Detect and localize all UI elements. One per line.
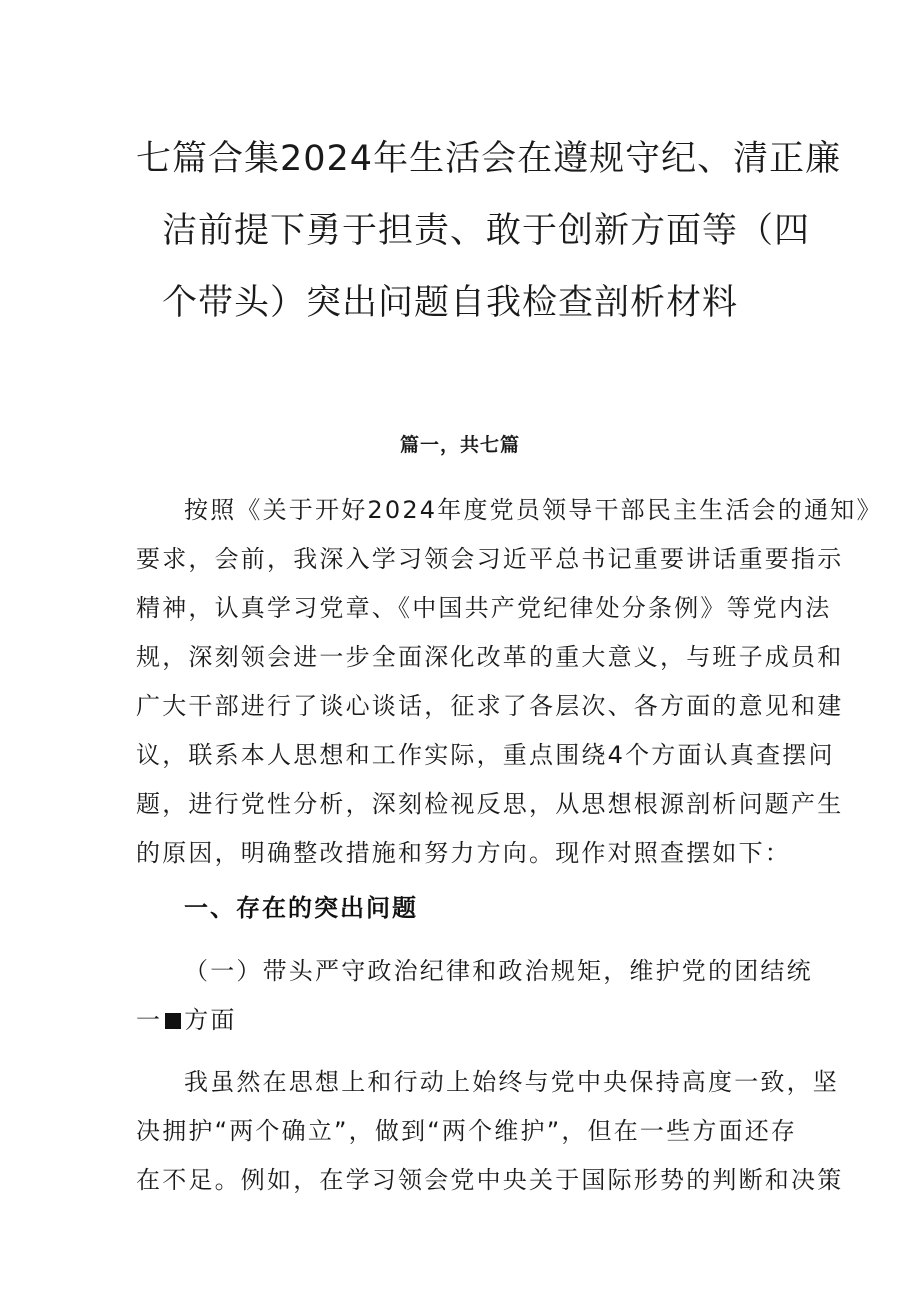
subsection-heading [136,947,813,1045]
document-title [130,123,842,339]
paragraph-line: 精神，认真学习党章、《中国共产党纪律处分条例》等党内法 [136,594,832,622]
paragraph-line: 在不足。例如，在学习领会党中央关于国际形势的判断和决策 [136,1166,844,1194]
paragraph-line: 规，深刻领会进一步全面深化改革的重大意义，与班子成员和 [136,643,844,671]
body-paragraph [136,1058,844,1205]
title-line-2: 洁前提下勇于担责、敢于创新方面等（四 [162,211,811,251]
section-heading: 一、存在的突出问题 [184,894,418,922]
paragraph-line: 要求，会前，我深入学习领会习近平总书记重要讲话重要指示 [136,545,844,573]
title-line-3: 个带头）突出问题自我检查剖析材料 [162,283,739,323]
paragraph-line: 决拥护“两个确立”，做到“两个维护”，但在一些方面还存 [136,1117,798,1145]
paragraph-line: 按照《关于开好2024年度党员领导干部民主生活会的通知》 [184,496,883,524]
subsection-line-1: （一）带头严守政治纪律和政治规矩，维护党的团结统 [184,957,813,985]
paragraph-line: 的原因，明确整改措施和努力方向。现作对照查摆如下： [136,839,791,867]
subsection-line-2-end: 方面 [184,1006,237,1034]
paragraph-line: 我虽然在思想上和行动上始终与党中央保持高度一致，坚 [184,1068,839,1096]
subsection-line-2 [136,996,796,1045]
paragraph-line: 广大干部进行了谈心谈话，征求了各层次、各方面的意见和建 [136,692,844,720]
paragraph-line: 议，联系本人思想和工作实际，重点围绕4个方面认真查摆问 [136,741,835,769]
title-line-1: 七篇合集2024年生活会在遵规守纪、清正廉 [136,139,842,179]
document-subtitle: 篇一，共七篇 [399,434,520,456]
subsection-line-2-start: 一 [136,1006,163,1034]
black-square-icon [165,1013,181,1029]
intro-paragraph [136,486,883,878]
paragraph-line: 题，进行党性分析，深刻检视反思，从思想根源剖析问题产生 [136,790,844,818]
